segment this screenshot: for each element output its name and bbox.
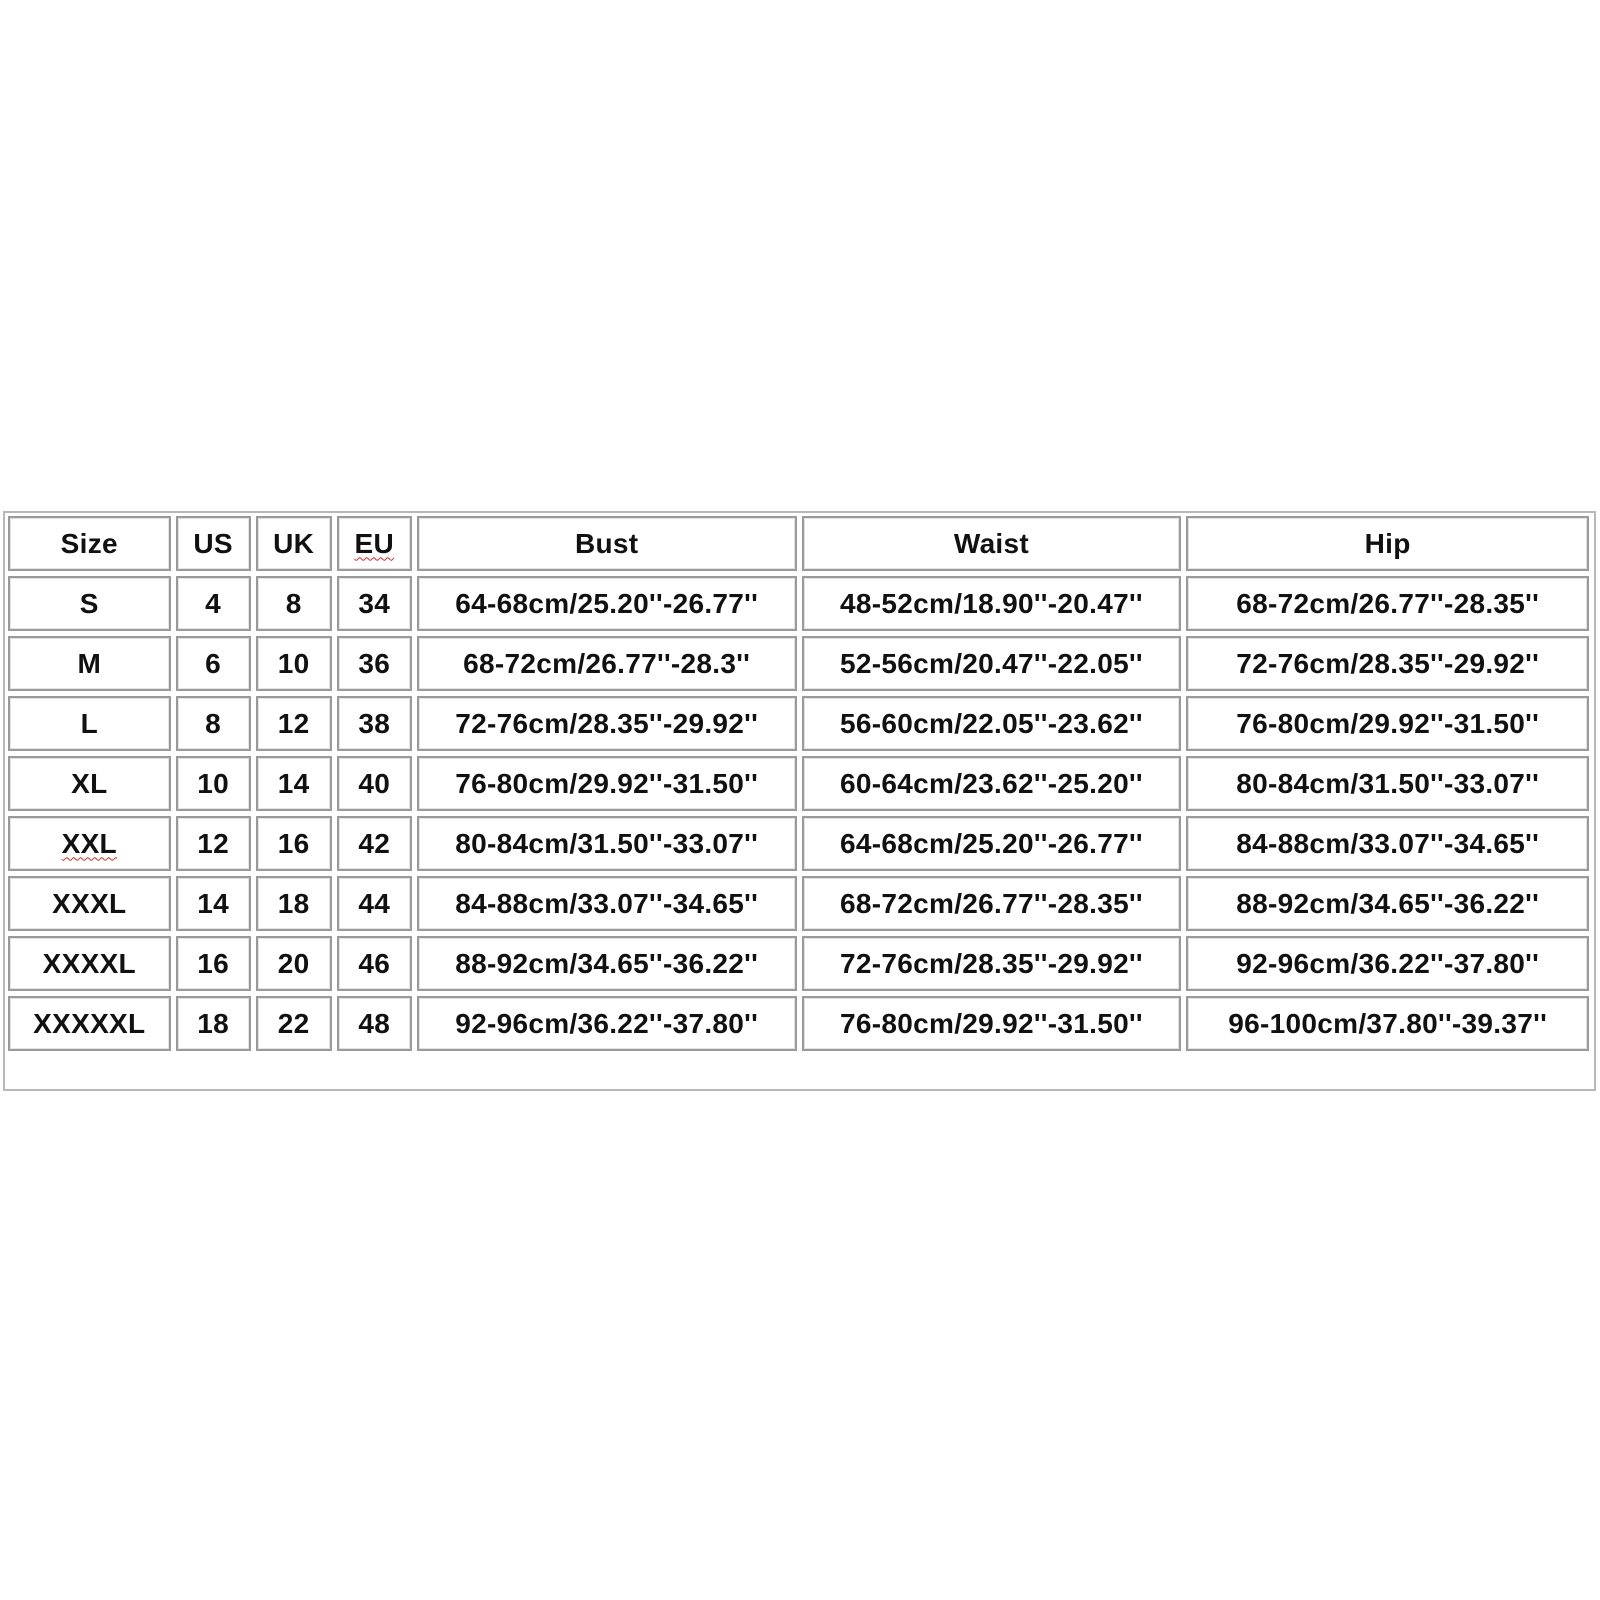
header-hip: Hip [1186, 516, 1589, 571]
cell-us: 14 [176, 876, 251, 931]
cell-bust: 88-92cm/34.65''-36.22'' [417, 936, 797, 991]
cell-bust: 72-76cm/28.35''-29.92'' [417, 696, 797, 751]
cell-waist: 60-64cm/23.62''-25.20'' [802, 756, 1182, 811]
cell-us: 18 [176, 996, 251, 1051]
cell-waist: 72-76cm/28.35''-29.92'' [802, 936, 1182, 991]
table-row [8, 996, 1589, 1051]
cell-size: XXXL [8, 876, 171, 931]
cell-uk: 12 [256, 696, 332, 751]
table-row [8, 816, 1589, 871]
cell-bust: 68-72cm/26.77''-28.3'' [417, 636, 797, 691]
cell-hip: 92-96cm/36.22''-37.80'' [1186, 936, 1589, 991]
cell-bust: 76-80cm/29.92''-31.50'' [417, 756, 797, 811]
size-chart-table [3, 511, 1594, 1056]
cell-eu: 48 [337, 996, 412, 1051]
cell-hip: 72-76cm/28.35''-29.92'' [1186, 636, 1589, 691]
header-uk: UK [256, 516, 332, 571]
table-row [8, 936, 1589, 991]
cell-us: 8 [176, 696, 251, 751]
cell-size: M [8, 636, 171, 691]
cell-hip: 68-72cm/26.77''-28.35'' [1186, 576, 1589, 631]
table-row [8, 756, 1589, 811]
cell-bust: 64-68cm/25.20''-26.77'' [417, 576, 797, 631]
cell-hip: 76-80cm/29.92''-31.50'' [1186, 696, 1589, 751]
cell-bust: 80-84cm/31.50''-33.07'' [417, 816, 797, 871]
cell-waist: 52-56cm/20.47''-22.05'' [802, 636, 1182, 691]
cell-uk: 22 [256, 996, 332, 1051]
cell-bust: 92-96cm/36.22''-37.80'' [417, 996, 797, 1051]
cell-hip: 80-84cm/31.50''-33.07'' [1186, 756, 1589, 811]
cell-us: 12 [176, 816, 251, 871]
cell-us: 10 [176, 756, 251, 811]
cell-size [8, 816, 171, 871]
cell-eu: 44 [337, 876, 412, 931]
cell-hip: 88-92cm/34.65''-36.22'' [1186, 876, 1589, 931]
header-eu [337, 516, 412, 571]
cell-us: 16 [176, 936, 251, 991]
cell-size: XXXXL [8, 936, 171, 991]
header-eu-label: EU [354, 527, 394, 559]
cell-uk: 10 [256, 636, 332, 691]
cell-waist: 68-72cm/26.77''-28.35'' [802, 876, 1182, 931]
cell-size: L [8, 696, 171, 751]
table-row [8, 576, 1589, 631]
cell-eu: 38 [337, 696, 412, 751]
cell-waist: 48-52cm/18.90''-20.47'' [802, 576, 1182, 631]
table-row [8, 876, 1589, 931]
table-row [8, 636, 1589, 691]
cell-eu: 40 [337, 756, 412, 811]
cell-eu: 42 [337, 816, 412, 871]
cell-waist: 76-80cm/29.92''-31.50'' [802, 996, 1182, 1051]
cell-eu: 34 [337, 576, 412, 631]
cell-us: 4 [176, 576, 251, 631]
cell-size-label: XXL [61, 827, 117, 859]
cell-us: 6 [176, 636, 251, 691]
cell-size: XL [8, 756, 171, 811]
cell-uk: 18 [256, 876, 332, 931]
cell-uk: 20 [256, 936, 332, 991]
cell-hip: 96-100cm/37.80''-39.37'' [1186, 996, 1589, 1051]
cell-bust: 84-88cm/33.07''-34.65'' [417, 876, 797, 931]
size-chart-frame [3, 511, 1596, 1091]
header-waist: Waist [802, 516, 1182, 571]
cell-size: XXXXXL [8, 996, 171, 1051]
cell-waist: 56-60cm/22.05''-23.62'' [802, 696, 1182, 751]
header-size: Size [8, 516, 171, 571]
cell-uk: 14 [256, 756, 332, 811]
cell-eu: 36 [337, 636, 412, 691]
cell-uk: 8 [256, 576, 332, 631]
cell-eu: 46 [337, 936, 412, 991]
cell-waist: 64-68cm/25.20''-26.77'' [802, 816, 1182, 871]
header-us: US [176, 516, 251, 571]
cell-uk: 16 [256, 816, 332, 871]
cell-hip: 84-88cm/33.07''-34.65'' [1186, 816, 1589, 871]
table-row [8, 696, 1589, 751]
header-row [8, 516, 1589, 571]
header-bust: Bust [417, 516, 797, 571]
cell-size: S [8, 576, 171, 631]
